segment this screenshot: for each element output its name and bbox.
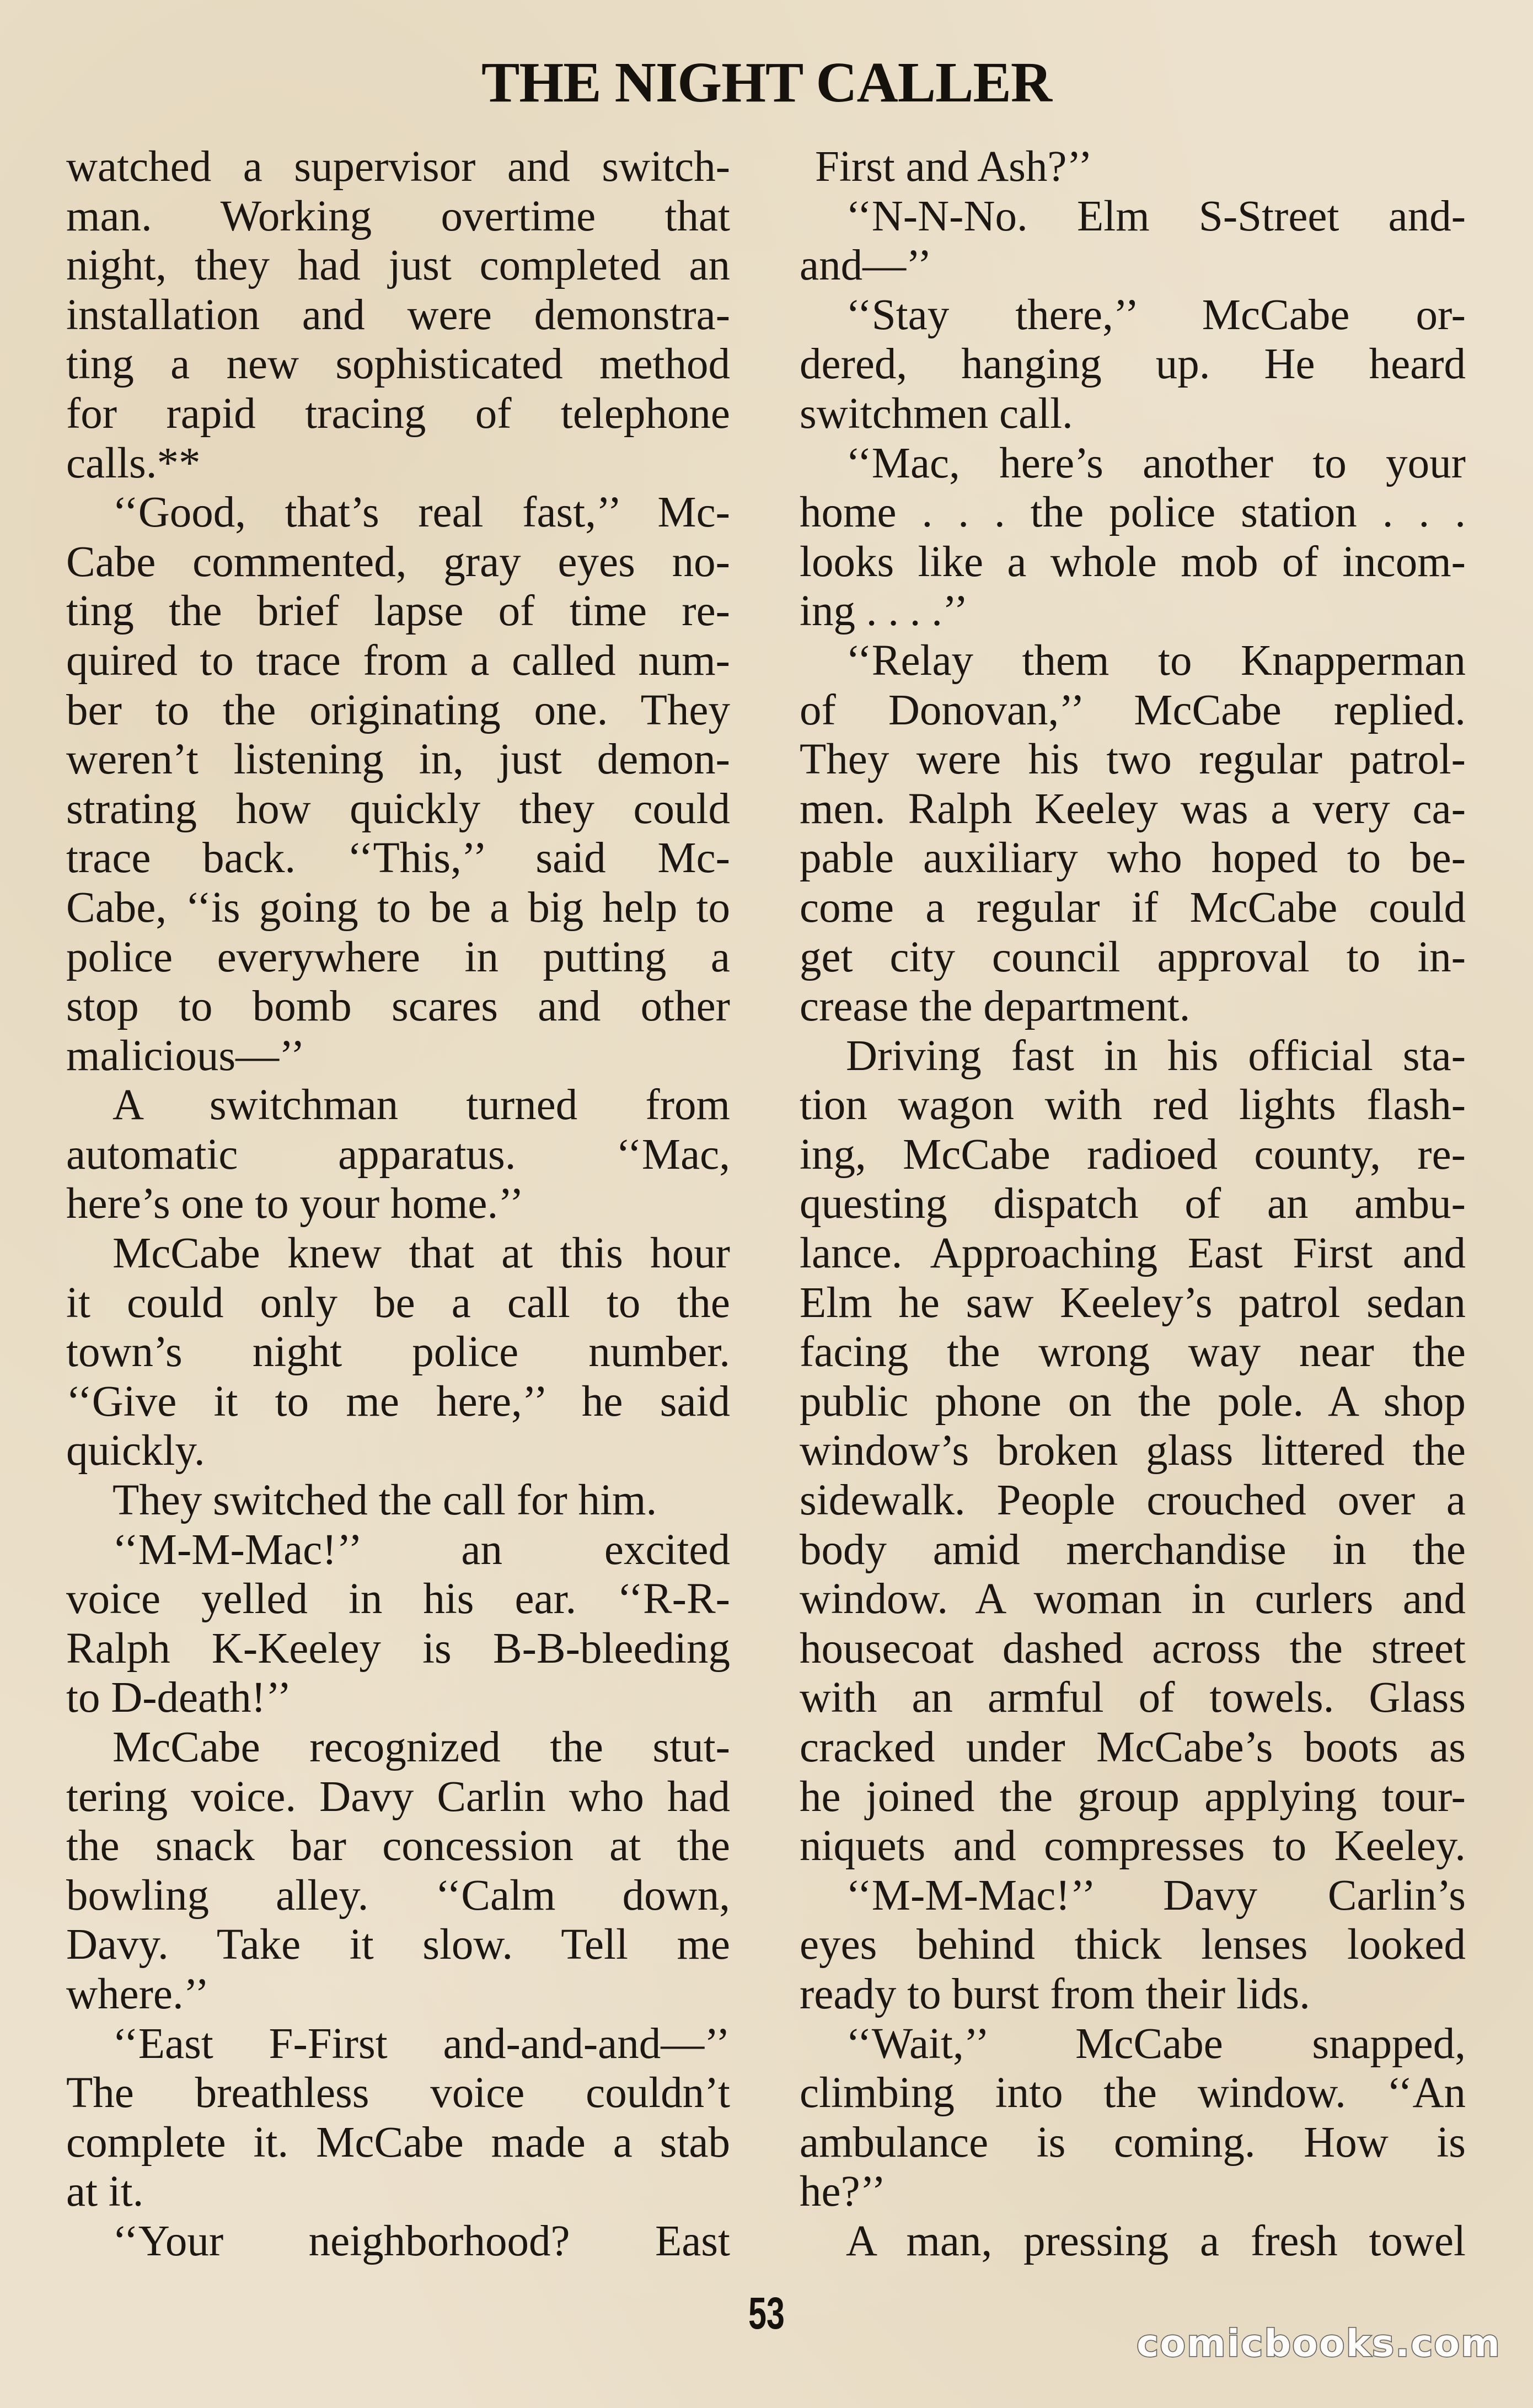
text-line: climbing into the window. ‘‘An: [800, 2069, 1466, 2117]
text-line: First and Ash?’’: [815, 143, 1093, 191]
page-number: 53: [748, 2288, 785, 2339]
text-line: facing the wrong way near the: [800, 1328, 1466, 1377]
text-line: stop to bomb scares and other: [66, 982, 730, 1031]
text-line: installation and were demonstra-: [66, 291, 730, 339]
text-line: eyes behind thick lenses looked: [800, 1921, 1466, 1969]
text-line: housecoat dashed across the street: [800, 1624, 1466, 1673]
text-line: A switchman turned from: [112, 1081, 730, 1130]
text-line: ‘‘East F-First and-and-and—’’: [112, 2019, 730, 2068]
text-line: calls.**: [66, 439, 201, 487]
text-line: ting the brief lapse of time re-: [66, 587, 730, 636]
text-line: dered, hanging up. He heard: [800, 340, 1466, 389]
text-line: at it.: [66, 2168, 144, 2216]
text-line: questing dispatch of an ambu-: [800, 1180, 1466, 1228]
text-line: of Donovan,’’ McCabe replied.: [800, 686, 1466, 734]
text-line: ber to the originating one. They: [66, 686, 730, 734]
text-line: Ralph K-Keeley is B-B-bleeding: [66, 1624, 730, 1673]
text-line: ing, McCabe radioed county, re-: [800, 1130, 1466, 1179]
text-line: he joined the group applying tour-: [800, 1772, 1466, 1821]
text-line: ‘‘N-N-No. Elm S-Street and-: [846, 192, 1466, 240]
text-line: the snack bar concession at the: [66, 1822, 730, 1871]
text-line: to D-death!’’: [66, 1674, 292, 1722]
text-line: Cabe commented, gray eyes no-: [66, 538, 730, 586]
text-line: tering voice. Davy Carlin who had: [66, 1772, 730, 1821]
page-title: THE NIGHT CALLER: [481, 51, 1052, 114]
text-line: ready to burst from their lids.: [800, 1970, 1310, 2018]
text-line: men. Ralph Keeley was a very ca-: [800, 784, 1466, 833]
text-line: night, they had just completed an: [66, 241, 730, 290]
text-line: pable auxiliary who hoped to be-: [800, 834, 1466, 883]
text-line: ‘‘M-M-Mac!’’ an excited: [112, 1525, 730, 1574]
text-line: complete it. McCabe made a stab: [66, 2118, 730, 2167]
text-line: bowling alley. ‘‘Calm down,: [66, 1871, 730, 1920]
text-line: Cabe, ‘‘is going to be a big help to: [66, 883, 730, 932]
watermark: comicbooks.com: [1136, 2322, 1501, 2366]
text-line: it could only be a call to the: [66, 1278, 730, 1327]
text-line: where.’’: [66, 1970, 210, 2018]
left-text-column: [66, 142, 730, 2266]
text-line: The breathless voice couldn’t: [66, 2069, 730, 2117]
text-line: They were his two regular patrol-: [800, 735, 1466, 784]
text-line: McCabe recognized the stut-: [112, 1723, 730, 1771]
text-line: McCabe knew that at this hour: [112, 1229, 730, 1278]
text-line: here’s one to your home.’’: [66, 1180, 524, 1228]
text-line: ‘‘Give it to me here,’’ he said: [66, 1377, 730, 1426]
text-line: trace back. ‘‘This,’’ said Mc-: [66, 834, 730, 883]
text-line: town’s night police number.: [66, 1328, 730, 1377]
text-line: Elm he saw Keeley’s patrol sedan: [800, 1278, 1466, 1327]
text-line: A man, pressing a fresh towel: [846, 2217, 1466, 2265]
text-line: body amid merchandise in the: [800, 1525, 1466, 1574]
text-line: ‘‘Mac, here’s another to your: [846, 439, 1466, 487]
text-line: watched a supervisor and switch-: [66, 143, 730, 191]
text-line: public phone on the pole. A shop: [800, 1377, 1466, 1426]
text-line: ‘‘Stay there,’’ McCabe or-: [846, 291, 1466, 339]
text-line: for rapid tracing of telephone: [66, 389, 730, 438]
text-line: looks like a whole mob of incom-: [800, 538, 1466, 586]
text-line: window. A woman in curlers and: [800, 1575, 1466, 1624]
text-line: he?’’: [800, 2168, 886, 2216]
text-line: cracked under McCabe’s boots as: [800, 1723, 1466, 1771]
text-line: ‘‘Wait,’’ McCabe snapped,: [846, 2019, 1466, 2068]
text-line: automatic apparatus. ‘‘Mac,: [66, 1130, 730, 1179]
text-line: sidewalk. People crouched over a: [800, 1476, 1466, 1525]
text-line: and—’’: [800, 241, 932, 290]
text-line: come a regular if McCabe could: [800, 883, 1466, 932]
text-line: Driving fast in his official sta-: [846, 1031, 1466, 1080]
text-line: ambulance is coming. How is: [800, 2118, 1466, 2167]
text-line: strating how quickly they could: [66, 784, 730, 833]
text-line: voice yelled in his ear. ‘‘R-R-: [66, 1575, 730, 1624]
right-text-column: [800, 142, 1466, 2266]
text-line: Davy. Take it slow. Tell me: [66, 1921, 730, 1969]
text-line: niquets and compresses to Keeley.: [800, 1822, 1466, 1871]
text-line: They switched the call for him.: [112, 1476, 657, 1525]
text-line: ting a new sophisticated method: [66, 340, 730, 389]
text-line: police everywhere in putting a: [66, 933, 730, 981]
text-line: crease the department.: [800, 982, 1191, 1031]
text-line: get city council approval to in-: [800, 933, 1466, 981]
text-line: ‘‘Your neighborhood? East: [112, 2217, 730, 2265]
text-line: lance. Approaching East First and: [800, 1229, 1466, 1278]
text-line: man. Working overtime that: [66, 192, 730, 240]
text-line: ‘‘Good, that’s real fast,’’ Mc-: [112, 488, 730, 537]
text-line: switchmen call.: [800, 389, 1073, 438]
text-line: home . . . the police station . . .: [800, 488, 1466, 537]
text-line: malicious—’’: [66, 1031, 305, 1080]
text-line: quired to trace from a called num-: [66, 636, 730, 685]
text-line: window’s broken glass littered the: [800, 1427, 1466, 1475]
text-line: ing . . . .’’: [800, 587, 968, 636]
text-line: ‘‘M-M-Mac!’’ Davy Carlin’s: [846, 1871, 1466, 1920]
text-line: quickly.: [66, 1427, 205, 1475]
text-line: with an armful of towels. Glass: [800, 1674, 1466, 1722]
text-line: tion wagon with red lights flash-: [800, 1081, 1466, 1130]
text-line: ‘‘Relay them to Knapperman: [846, 636, 1466, 685]
text-line: weren’t listening in, just demon-: [66, 735, 730, 784]
